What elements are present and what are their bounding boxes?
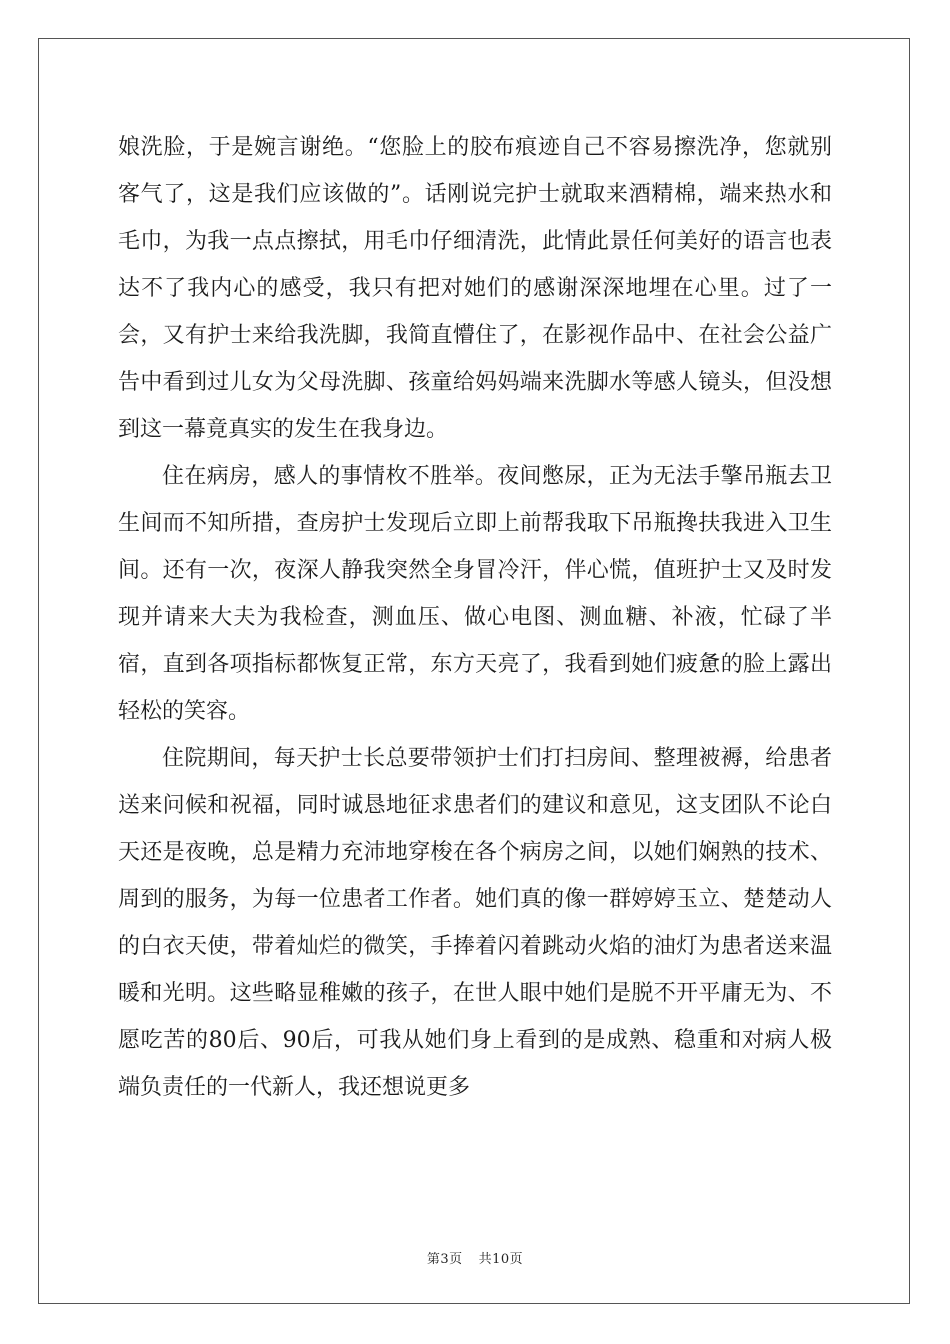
paragraph-continued: 娘洗脸，于是婉言谢绝。“您脸上的胶布痕迹自己不容易擦洗净，您就别客气了，这是我们应该做的”。话刚说完护士就取来酒精棉，端来热水和毛巾，为我一点点擦拭，用毛巾仔细清洗，此情此景任何美好的语言也表达不了我内心的感受，我只有把对她们的感谢深深地埋在心里。过了一会，又有护士来给我洗脚，我简直懵住了，在影视作品中、在社会公益广告中看到过儿女为父母洗脚、孩童给妈妈端来洗脚水等感人镜头，但没想到这一幕竟真实的发生在我身边。 <box>118 135 832 442</box>
paragraph-ward-stories: 住在病房，感人的事情枚不胜举。夜间憋尿，正为无法手擎吊瓶去卫生间而不知所措，查房护士发现后立即上前帮我取下吊瓶搀扶我进入卫生间。还有一次，夜深人静我突然全身冒冷汗，伴心慌，值班护士又及时发现并请来大夫为我检查，测血压、做心电图、测血糖、补液，忙碌了半宿，直到各项指标都恢复正常，东方天亮了，我看到她们疲惫的脸上露出轻松的笑容。 <box>118 464 832 724</box>
page-total: 共10页 <box>478 1252 524 1267</box>
page-number: 第3页 <box>426 1252 463 1267</box>
paragraph-hospital-stay: 住院期间，每天护士长总要带领护士们打扫房间、整理被褥，给患者送来问候和祝福，同时诚恳地征求患者们的建议和意见，这支团队不论白天还是夜晚，总是精力充沛地穿梭在各个病房之间，以她们娴熟的技术、周到的服务，为每一位患者工作者。她们真的像一群婷婷玉立、楚楚动人的白衣天使，带着灿烂的微笑，手捧着闪着跳动火焰的油灯为患者送来温暖和光明。这些略显稚嫩的孩子，在世人眼中她们是脱不开平庸无为、不愿吃苦的80后、90后，可我从她们身上看到的是成熟、稳重和对病人极端负责任的一代新人，我还想说更多 <box>118 746 832 1100</box>
document-body <box>118 124 832 1111</box>
page-footer <box>0 1248 950 1267</box>
